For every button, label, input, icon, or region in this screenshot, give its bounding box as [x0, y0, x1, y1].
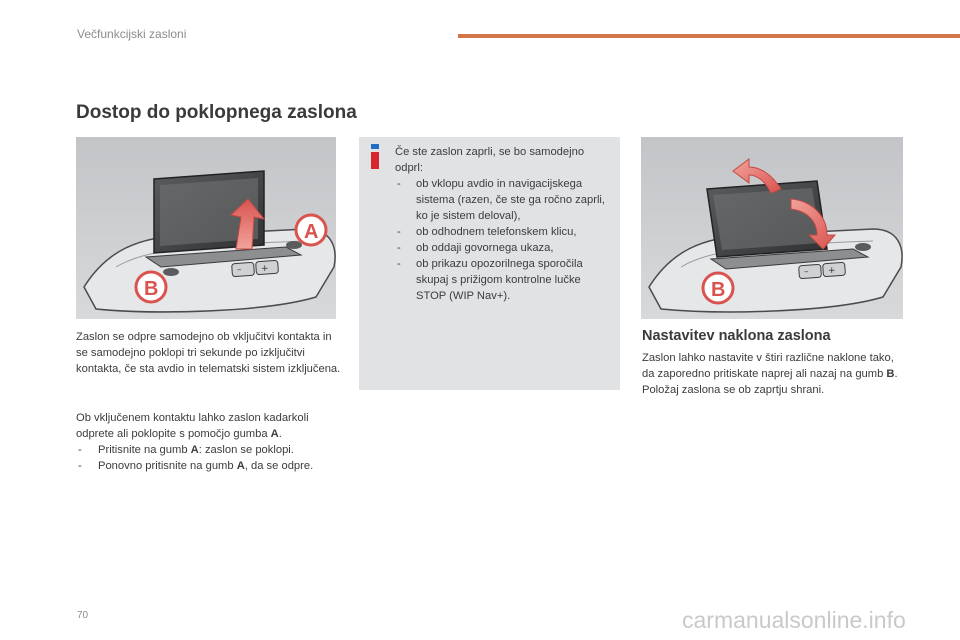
paragraph-text: Ob vključenem kontaktu lahko zaslon kadarkoli odprete ali poklopite s pomočjo gumba	[76, 412, 309, 440]
paragraph-text: Zaslon lahko nastavite v štiri različne naklone tako, da zaporedno pritiskate naprej ali nazaj na gumb	[642, 352, 894, 380]
info-list-item: - ob prikazu opozorilnega sporočila skupaj s prižigom kontrolne lučke STOP (WIP Nav+).	[395, 256, 610, 304]
paragraph-text: . Položaj zaslona se ob zaprtju shrani.	[642, 368, 898, 396]
button-ref-b: B	[886, 368, 895, 380]
callout-a-label: A	[304, 221, 319, 243]
paragraph-manual-control	[76, 410, 341, 442]
callout-b-label: B	[711, 279, 726, 301]
svg-text:+: +	[828, 266, 836, 276]
list-text: : zaslon se poklopi.	[198, 444, 294, 456]
svg-text:+: +	[261, 264, 269, 274]
list-item	[76, 458, 346, 474]
svg-text:–: –	[237, 265, 242, 275]
header-accent-bar	[458, 34, 960, 38]
info-box	[359, 137, 620, 390]
header-section-title: Večfunkcijski zasloni	[77, 27, 187, 41]
info-icon	[368, 144, 382, 169]
button-ref-a: A	[190, 444, 199, 456]
figure-screen-open	[76, 137, 336, 319]
paragraph-auto-open: Zaslon se odpre samodejno ob vključitvi kontakta in se samodejno poklopi tri sekunde po izključitvi kontakta, če sta avdio in telematski sistem izključena.	[76, 331, 341, 375]
callout-b-label: B	[144, 278, 159, 300]
paragraph-tilt	[642, 350, 902, 398]
svg-text:–: –	[804, 267, 809, 277]
info-list	[395, 176, 610, 304]
list-text: Pritisnite na gumb	[98, 444, 191, 456]
list-text: Ponovno pritisnite na gumb	[98, 460, 237, 472]
section-heading-tilt: Nastavitev naklona zaslona	[642, 328, 831, 344]
button-ref-a: A	[236, 460, 245, 472]
list-item	[76, 442, 346, 458]
page-number: 70	[77, 610, 89, 621]
info-list-item: - ob odhodnem telefonskem klicu,	[395, 224, 610, 240]
figure-screen-tilt	[641, 137, 903, 319]
info-intro: Če ste zaslon zaprli, se bo samodejno odprl:	[395, 146, 585, 174]
paragraph-end: .	[278, 428, 282, 440]
button-a-steps	[76, 442, 346, 474]
button-ref-a: A	[270, 428, 279, 440]
watermark: carmanualsonline.info	[682, 607, 906, 633]
info-list-item: - ob vklopu avdio in navigacijskega sistema (razen, če ste ga ročno zaprli, ko je sistem deloval),	[395, 176, 610, 224]
list-text: , da se odpre.	[244, 460, 314, 472]
info-list-item: - ob oddaji govornega ukaza,	[395, 240, 610, 256]
page-heading: Dostop do poklopnega zaslona	[76, 102, 357, 123]
